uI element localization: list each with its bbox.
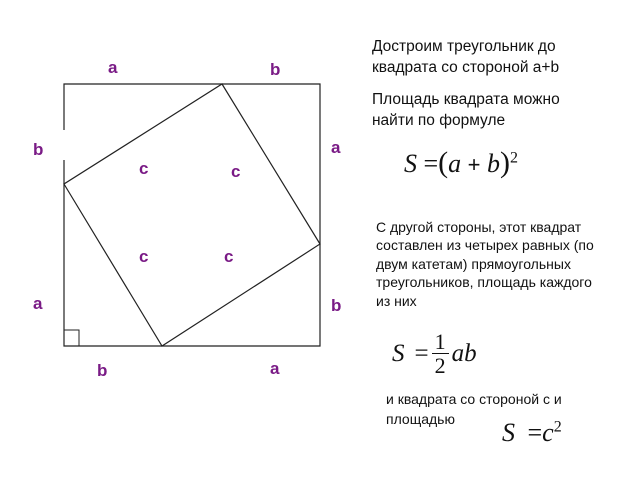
label-right-a: a: [331, 138, 341, 157]
formula-c-square-area: [502, 418, 562, 448]
f1-s: S: [404, 149, 417, 178]
formula-square-area: [404, 146, 518, 180]
f3-s: S: [502, 418, 515, 447]
label-top-b: b: [270, 60, 281, 79]
label-right-b: b: [331, 296, 342, 315]
right-angle-mark: [64, 330, 79, 346]
label-c-bottom-left: c: [139, 247, 149, 266]
f3-c: c: [542, 418, 554, 447]
para-line-3: двум катетам) прямоугольных: [376, 256, 571, 272]
f2-num: 1: [432, 330, 449, 354]
para-line-4: треугольников, площадь каждого: [376, 274, 592, 290]
intro-line-2: квадрата со стороной a+b: [372, 59, 560, 76]
f1-lparen: (: [438, 146, 449, 179]
label-bottom-b: b: [97, 361, 108, 380]
f2-eq: =: [414, 339, 429, 367]
f1-a: a: [448, 149, 462, 178]
label-left-a: a: [33, 294, 43, 313]
area-line-1: Площадь квадрата можно: [372, 91, 560, 108]
para-line-5: из них: [376, 293, 417, 309]
f1-b: b: [487, 149, 501, 178]
outer-square: [64, 84, 320, 346]
f2-fraction: [432, 330, 449, 377]
inner-square: [64, 84, 320, 346]
label-c-bottom-right: c: [224, 247, 234, 266]
f3-exp: 2: [553, 418, 562, 436]
f2-s: S: [392, 339, 405, 367]
label-bottom-a: a: [270, 359, 280, 378]
f1-plus: +: [467, 152, 481, 177]
f1-eq: =: [423, 149, 439, 178]
label-left-b: b: [33, 140, 44, 159]
f1-rparen: ): [500, 146, 511, 179]
f3-eq: =: [527, 418, 543, 447]
tail-line-1: и квадрата со стороной с и: [386, 391, 562, 407]
intro-line-1: Достроим треугольник до: [372, 38, 556, 55]
f1-exp: 2: [510, 149, 519, 167]
f2-ab: ab: [451, 339, 477, 367]
label-c-top-left: c: [139, 159, 149, 178]
para-line-1: С другой стороны, этот квадрат: [376, 219, 582, 235]
tail-line-2: площадью: [386, 411, 455, 427]
para-line-2: составлен из четырех равных (по: [376, 237, 594, 253]
label-c-top-right: c: [231, 162, 241, 181]
f2-den: 2: [434, 353, 446, 379]
formula-triangle-area: [392, 330, 477, 377]
area-line-2: найти по формуле: [372, 112, 506, 129]
label-top-a: a: [108, 58, 118, 77]
